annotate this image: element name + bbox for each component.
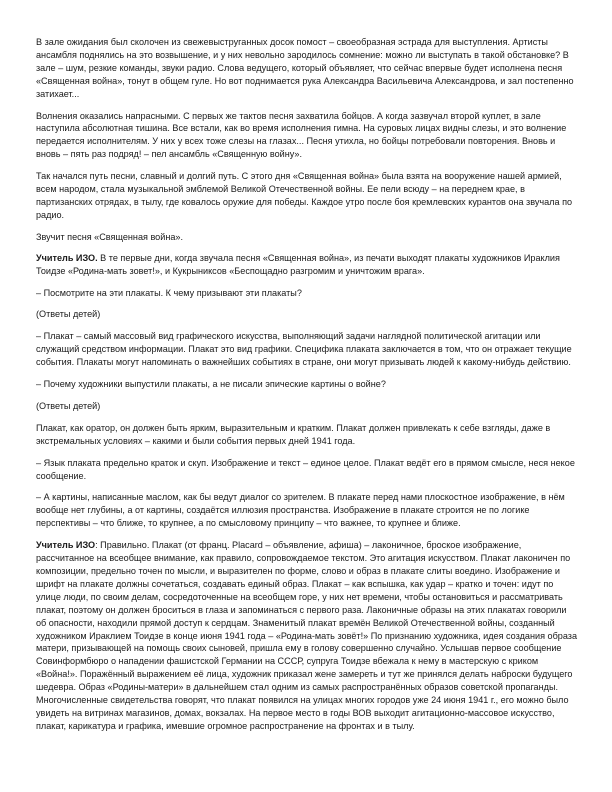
speaker-text: : Правильно. Плакат (от франц. Placard – объявление, афиша) – лаконичное, броское изображение, рассчитанное на всеобщее внимание, как правило, сопровождаемое текстом. Это агитация искусством. Плакат лаконичен по композиции, предельно точен по мысли, и выразителен по форме, слово и образ в плакате слиты воедино. Изображение и шрифт на плакате должны сочетаться, создавать единый образ. Плакат – как вспышка, как удар – кратко и точен: идут по улице люди, по своим делам, сосредоточенные на всеобщем горе, у них нет времени, чтобы остановиться и рассматривать плакат, поэтому он должен броситься в глаза и запоминаться с первого раза. Лаконичные образы на этих плакатах говорили об опасности, находили прямой доступ к сердцам. Знаменитый плакат времён Великой Отечественной войны, созданный художником Ираклием Тоидзе в конце июня 1941 года – «Родина-мать зовёт!» По признанию художника, идея создания образа матери, призывающей на помощь своих сыновей, пришла ему в голову совершенно случайно. Услышав первое сообщение Совинформбюро о нападении фашистской Германии на СССР, супруга Тоидзе вбежала к нему в мастерскую с криком «Война!». Поражённый выражением её лица, художник приказал жене замереть и тут же принялся делать наброски будущего шедевра. Образ «Родины-матери» в дальнейшем стал одним из самых распространённых образов советской пропаганды. Многочисленные свидетельства говорят, что плакат появился на улицах многих городов уже 24 июня 1941 г., его можно было увидеть на витринах магазинов, домах, вокзалах. На первое место в годы ВОВ выходит агитационно-массовое искусство, плакат, карикатура и графика, имевшие огромное распространение на фронтах и в тылу.	[36, 540, 578, 731]
paragraph-teacher-conclusion	[36, 539, 578, 733]
paragraph-question-why-posters: – Почему художники выпустили плакаты, а не писали эпические картины о войне?	[36, 379, 386, 390]
paragraph-poster-orator: Плакат, как оратор, он должен быть ярким, выразительным и кратким. Плакат должен привлекать к себе взгляды, даже в экстремальных условиях – какими и были события первых дней 1941 года.	[36, 422, 551, 446]
paragraph-paintings-dialog: – А картины, написанные маслом, как бы ведут диалог со зрителем. В плакате перед нами плоскостное изображение, в нём вообще нет глубины, а от картины, создаётся иллюзия пространства. Изображение в плакате строится не по логике перспективы – что ближе, то крупнее, а по смысловому принципу – что важнее, то крупнее и ближе.	[36, 492, 565, 529]
speaker-text: В те первые дни, когда звучала песня «Священная война», из печати выходят плакаты художников Ираклия Тоидзе «Родина-мать зовет!», и Кукрыниксов «Беспощадно разгромим и уничтожим врага».	[36, 252, 560, 276]
paragraph-first-performance: Волнения оказались напрасными. С первых же тактов песня захватила бойцов. А когда зазвучал второй куплет, в зале наступила абсолютная тишина. Все встали, как во время исполнения гимна. На суровых лицах видны слезы, и это волнение передается исполнителям. У них у всех тоже слезы на глазах... Песня утихла, но бойцы потребовали повторения. Вновь и вновь – пять раз подряд! – пел ансамбль «Священную войну».	[36, 110, 567, 160]
speaker-label: Учитель ИЗО	[36, 540, 96, 551]
paragraph-children-answers: (Ответы детей)	[36, 400, 101, 411]
paragraph-song-plays: Звучит песня «Священная война».	[36, 231, 183, 242]
speaker-label: Учитель ИЗО.	[36, 252, 98, 263]
paragraph-poster-language: – Язык плаката предельно краток и скуп. Изображение и текст – единое целое. Плакат ведёт его в прямом смысле, неся некое сообщение.	[36, 457, 575, 481]
paragraph-song-path: Так начался путь песни, славный и долгий путь. С этого дня «Священная война» была взята на вооружение нашей армией, всем народом, стала музыкальной эмблемой Великой Отечественной войны. Ее пели всюду – на переднем крае, в партизанских отрядах, в тылу, где ковалось оружие для победы. Каждое утро после боя кремлевских курантов она звучала по радио.	[36, 171, 573, 220]
paragraph-poster-definition: – Плакат – самый массовый вид графического искусства, выполняющий задачи наглядной политической агитации или служащий средством информации. Плакат это вид графики. Специфика плаката заключается в том, что он отражает текущие события. Плакаты могут напоминать о важнейших событиях в стране, они могут призывать людей к какому-нибудь действию.	[36, 331, 572, 368]
paragraph-teacher-posters	[36, 252, 578, 278]
paragraph-concert-hall: В зале ожидания был сколочен из свежевыструганных досок помост – своеобразная эстрада для выступления. Артисты ансамбля поднялись на это возвышение, и у них невольно зародилось сомнение: можно ли выступать в такой обстановке? В зале – шум, резкие команды, звуки радио. Слова ведущего, который объявляет, что сейчас впервые будет исполнена песня «Священная война», тонут в общем гуле. Но вот поднимается рука Александра Васильевича Александрова, и зал постепенно затихает...	[36, 37, 574, 99]
paragraph-children-answers: (Ответы детей)	[36, 309, 101, 320]
paragraph-question-posters: – Посмотрите на эти плакаты. К чему призывают эти плакаты?	[36, 287, 302, 298]
